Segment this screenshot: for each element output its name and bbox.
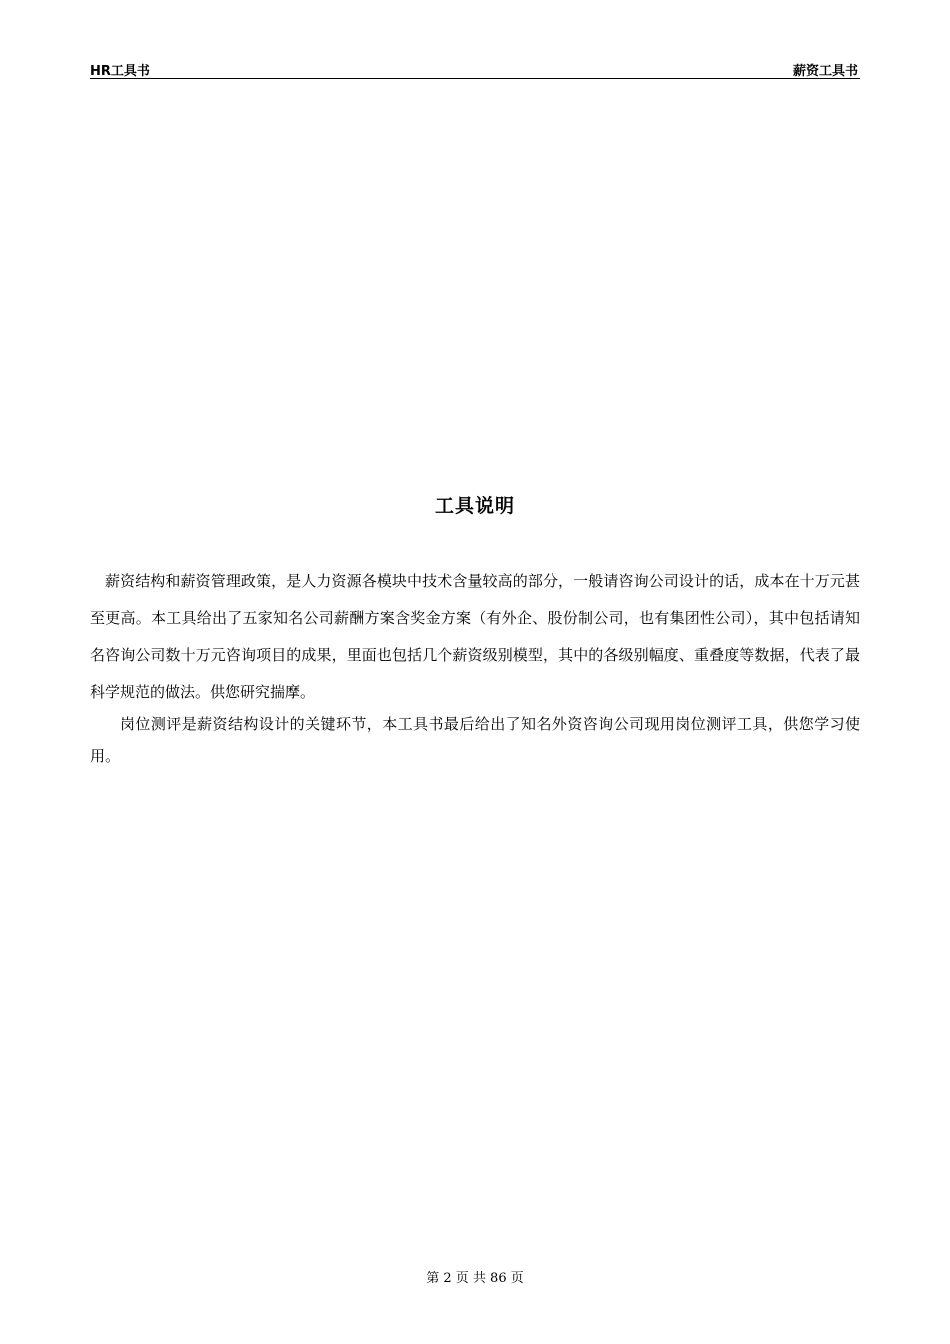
paragraph-1: 薪资结构和薪资管理政策，是人力资源各模块中技术含量较高的部分，一般请咨询公司设计的话，成本在十万元甚至更高。本工具给出了五家知名公司薪酬方案含奖金方案（有外企、股份制公司，也有集团性公司），其中包括请知名咨询公司数十万元咨询项目的成果，里面也包括几个薪资级别模型，其中的各级别幅度、重叠度等数据，代表了最科学规范的做法。供您研究揣摩。 [90, 572, 860, 701]
paragraph-2: 岗位测评是薪资结构设计的关键环节，本工具书最后给出了知名外资咨询公司现用岗位测评工具，供您学习使用。 [90, 715, 860, 765]
header-left-text: HR工具书 [90, 64, 150, 79]
header-right-text: 薪资工具书 [792, 64, 858, 79]
page-footer: 第 2 页 共 86 页 [426, 1271, 524, 1286]
body-text [90, 563, 860, 772]
page-header [90, 58, 860, 79]
document-title: 工具说明 [434, 495, 515, 517]
